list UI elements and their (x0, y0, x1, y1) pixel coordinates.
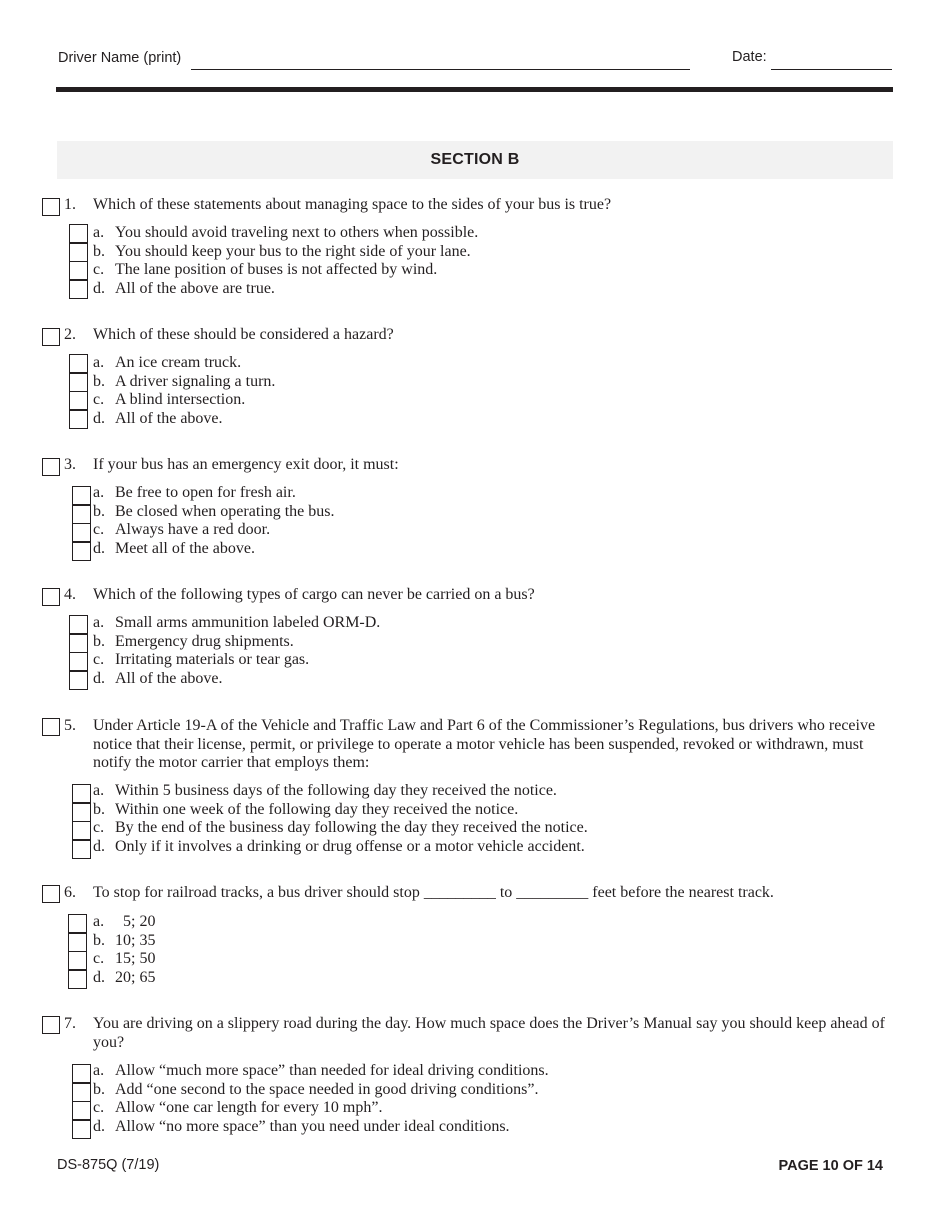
option-letter: d. (93, 968, 105, 986)
option-checkbox[interactable] (68, 933, 87, 952)
option-text: Emergency drug shipments. (115, 632, 294, 650)
option-letter: d. (93, 837, 105, 855)
option-checkbox[interactable] (72, 1120, 91, 1139)
option-letter: d. (93, 409, 105, 427)
answer-box-q3[interactable] (42, 458, 60, 476)
answer-box-q1[interactable] (42, 198, 60, 216)
option-letter: b. (93, 242, 105, 260)
option-checkbox[interactable] (69, 243, 88, 262)
option-letter: a. (93, 614, 105, 631)
option-checkbox[interactable] (69, 373, 88, 392)
option-checkbox[interactable] (69, 280, 88, 299)
option-letter: b. (93, 800, 105, 818)
option-text: An ice cream truck. (115, 354, 242, 371)
date-label: Date: (732, 49, 767, 65)
header-rule (56, 87, 893, 92)
option-checkbox[interactable] (72, 1101, 91, 1120)
option-letter: b. (93, 632, 105, 650)
driver-name-label: Driver Name (print) (58, 50, 182, 66)
option-checkbox[interactable] (72, 486, 91, 505)
option-text: The lane position of buses is not affected by wind. (115, 261, 438, 278)
option-text: Irritating materials or tear gas. (115, 651, 310, 668)
option-text: Within one week of the following day they received the notice. (115, 800, 519, 818)
option-checkbox[interactable] (69, 410, 88, 429)
page-number: PAGE 10 OF 14 (778, 1158, 883, 1174)
option-letter: b. (93, 931, 105, 949)
option-letter: b. (93, 502, 105, 520)
option-text: 10; 35 (115, 931, 156, 949)
option-letter: d. (93, 669, 105, 687)
option-text: A driver signaling a turn. (115, 372, 276, 390)
option-letter: d. (93, 1117, 105, 1135)
option-checkbox[interactable] (69, 615, 88, 634)
option-text: By the end of the business day following the day they received the notice. (115, 819, 588, 836)
option-text: You should keep your bus to the right side of your lane. (115, 242, 471, 260)
option-text: 15; 50 (115, 950, 156, 967)
option-text: You should avoid traveling next to others when possible. (115, 224, 479, 241)
option-checkbox[interactable] (68, 914, 87, 933)
option-text: Be free to open for fresh air. (115, 484, 296, 501)
question-number: 1. (64, 196, 76, 213)
option-letter: c. (93, 651, 105, 668)
option-checkbox[interactable] (72, 542, 91, 561)
question-number: 5. (64, 717, 76, 734)
option-letter: c. (93, 391, 105, 408)
option-letter: b. (93, 372, 105, 390)
answer-box-q7[interactable] (42, 1016, 60, 1034)
option-letter: c. (93, 1099, 105, 1116)
question-number: 3. (64, 456, 76, 473)
option-text: Small arms ammunition labeled ORM-D. (115, 614, 381, 631)
option-letter: d. (93, 539, 105, 557)
option-text: Always have a red door. (115, 521, 271, 538)
option-checkbox[interactable] (72, 821, 91, 840)
option-checkbox[interactable] (69, 652, 88, 671)
question-number: 2. (64, 326, 76, 343)
section-banner (57, 141, 893, 179)
option-checkbox[interactable] (69, 224, 88, 243)
question-text: To stop for railroad tracks, a bus driver should stop _________ to _________ feet before the nearest track. (93, 884, 774, 901)
option-checkbox[interactable] (72, 840, 91, 859)
option-checkbox[interactable] (72, 523, 91, 542)
option-letter: a. (93, 782, 105, 799)
option-checkbox[interactable] (69, 354, 88, 373)
option-letter: a. (93, 1062, 105, 1079)
answer-box-q6[interactable] (42, 885, 60, 903)
option-text: Only if it involves a drinking or drug offense or a motor vehicle accident. (115, 837, 585, 855)
option-letter: b. (93, 1080, 105, 1098)
section-title: SECTION B (430, 151, 520, 168)
driver-name-field[interactable] (191, 69, 690, 70)
option-text: A blind intersection. (115, 391, 246, 408)
option-checkbox[interactable] (72, 803, 91, 822)
option-letter: d. (93, 279, 105, 297)
option-letter: a. (93, 354, 105, 371)
option-letter: c. (93, 819, 105, 836)
form-id: DS-875Q (7/19) (57, 1157, 160, 1173)
option-text: Add “one second to the space needed in good driving conditions”. (115, 1080, 539, 1098)
date-field[interactable] (771, 69, 892, 70)
answer-box-q5[interactable] (42, 718, 60, 736)
option-text: All of the above are true. (115, 279, 275, 297)
option-letter: c. (93, 261, 105, 278)
answer-box-q2[interactable] (42, 328, 60, 346)
option-checkbox[interactable] (68, 951, 87, 970)
option-checkbox[interactable] (69, 634, 88, 653)
option-letter: a. (93, 913, 105, 930)
question-number: 6. (64, 884, 76, 901)
option-checkbox[interactable] (72, 1083, 91, 1102)
option-checkbox[interactable] (68, 970, 87, 989)
option-text: 20; 65 (115, 968, 156, 986)
question-text: Under Article 19-A of the Vehicle and Traffic Law and Part 6 of the Commissioner’s Regulations, bus drivers who receive notice that their license, permit, or privilege to operate a motor vehicle has been suspended, revoked or withdrawn, must notify the motor carrier that employs them: (93, 717, 876, 771)
option-letter: a. (93, 224, 105, 241)
question-number: 4. (64, 586, 76, 603)
option-checkbox[interactable] (69, 671, 88, 690)
question-text: Which of the following types of cargo can never be carried on a bus? (93, 586, 535, 603)
option-text: All of the above. (115, 669, 223, 687)
question-text: Which of these should be considered a hazard? (93, 326, 394, 343)
option-letter: a. (93, 484, 105, 501)
option-letter: c. (93, 950, 105, 967)
option-checkbox[interactable] (69, 391, 88, 410)
option-text: Within 5 business days of the following day they received the notice. (115, 782, 557, 799)
question-number: 7. (64, 1015, 76, 1032)
option-text: Allow “one car length for every 10 mph”. (115, 1099, 383, 1116)
question-text: You are driving on a slippery road during the day. How much space does the Driver’s Manual say you should keep ahead of you? (93, 1015, 885, 1051)
question-text: If your bus has an emergency exit door, it must: (93, 456, 399, 473)
option-text: All of the above. (115, 409, 223, 427)
option-checkbox[interactable] (72, 505, 91, 524)
option-text: Meet all of the above. (115, 539, 255, 557)
option-text: Be closed when operating the bus. (115, 502, 335, 520)
option-letter: c. (93, 521, 105, 538)
option-checkbox[interactable] (72, 784, 91, 803)
answer-box-q4[interactable] (42, 588, 60, 606)
option-checkbox[interactable] (72, 1064, 91, 1083)
question-text: Which of these statements about managing space to the sides of your bus is true? (93, 196, 612, 213)
option-text: Allow “much more space” than needed for ideal driving conditions. (115, 1062, 549, 1079)
option-text: 5; 20 (115, 913, 156, 930)
option-checkbox[interactable] (69, 261, 88, 280)
option-text: Allow “no more space” than you need under ideal conditions. (115, 1117, 510, 1135)
